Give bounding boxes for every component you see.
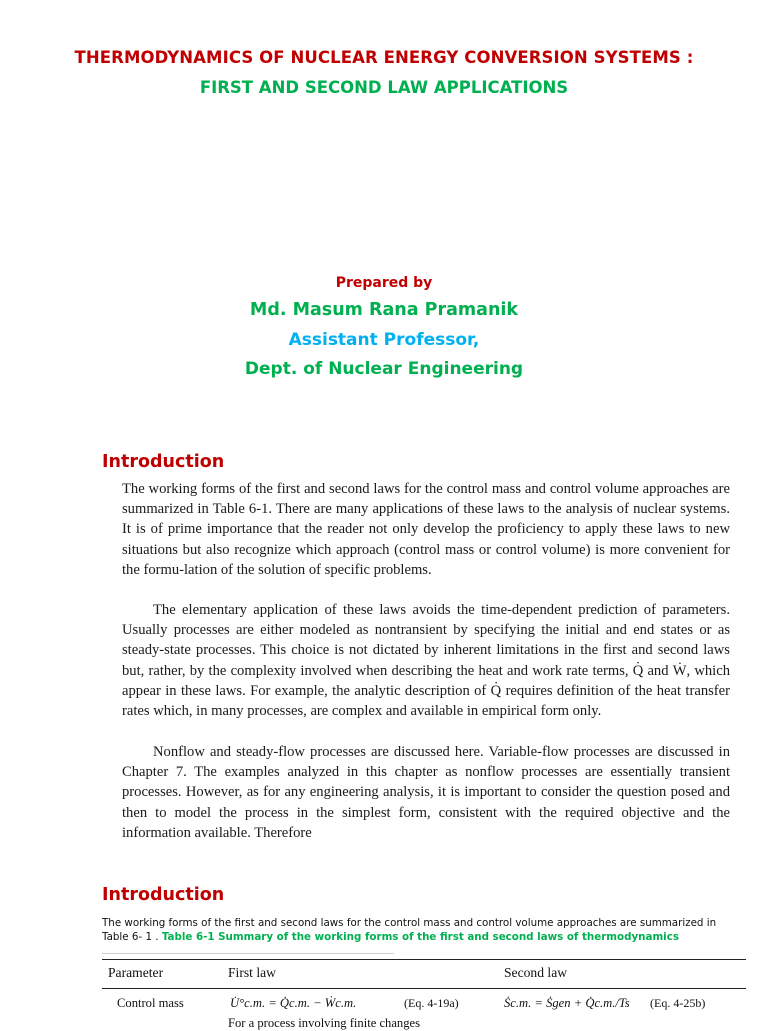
author-name: Md. Masum Rana Pramanik <box>249 300 519 320</box>
first-law-equation: U̇°c.m. = Q̇c.m. − Ẇc.m. <box>230 996 357 1010</box>
author-position: Assistant Professor, <box>288 330 480 350</box>
table-header-first-law: First law <box>228 965 276 980</box>
section-heading-introduction: Introduction <box>102 452 225 472</box>
paragraph-text: The working forms of the first and second laws for the control mass and control volume approaches are summarized in Table 6-1. There are many applications of these laws to the analysis of nuclear systems. It is of prime importance that the reader not only develop the proficiency to apply these laws to new situations but also recognize which approach (control mass or control volume) is more convenient for the formu-lation of the solution of specific problems. <box>122 481 730 578</box>
paragraph-text: The elementary application of these laws avoids the time-dependent prediction of parameters. Usually processes are either modeled as nontransient by specifying the initial and end states or as steady-state processes. This choice is not dictated by inherent limitations in the first and second laws but, rather, by the complexity involved when describing the heat and work rate terms, Q̇ and Ẇ, which appear in these laws. For example, the analytic description of Q̇ requires definition of the heat transfer rates which, in many processes, are complex and available in empirical form only. <box>122 602 730 720</box>
table-header-parameter: Parameter <box>108 965 164 980</box>
second-law-equation-ref: (Eq. 4-25b) <box>650 996 706 1010</box>
first-law-equation-ref: (Eq. 4-19a) <box>404 996 459 1010</box>
title-line-2: FIRST AND SECOND LAW APPLICATIONS <box>199 78 569 97</box>
prepared-by-label: Prepared by <box>335 275 433 291</box>
caption-divider <box>102 953 394 954</box>
section-heading-introduction-2: Introduction <box>102 885 225 905</box>
intro-summary-text <box>102 916 732 944</box>
table-caption: Table 6-1 Summary of the working forms of the first and second laws of thermodynamics <box>161 931 679 943</box>
body-paragraph-3 <box>122 742 730 843</box>
table-row-label: Control mass <box>117 996 184 1010</box>
paragraph-text: Nonflow and steady-flow processes are discussed here. Variable-flow processes are discussed in Chapter 7. The examples analyzed in this chapter as nonflow processes are essentially transient processes. However, as for any engineering analysis, it is important to consider the question posed and then to model the process in the simplest form, consistent with the required objective and the information available. Therefore <box>122 744 730 841</box>
table-header-second-law: Second law <box>504 965 568 980</box>
second-law-equation: Ṡc.m. = Ṡgen + Q̇c.m./Ts <box>504 996 630 1010</box>
table-top-rule <box>102 959 746 960</box>
table-header-rule <box>102 988 746 989</box>
body-paragraph-1 <box>122 479 730 580</box>
author-department: Dept. of Nuclear Engineering <box>244 359 524 379</box>
body-paragraph-2 <box>122 600 730 721</box>
intro-text: The working forms of the first and second laws for the control mass and control volume approaches are summarized in Table 6- 1 . <box>102 917 717 943</box>
title-line-1: THERMODYNAMICS OF NUCLEAR ENERGY CONVERSION SYSTEMS : <box>74 48 694 67</box>
table-cutoff-text: For a process involving finite changes <box>228 1016 421 1030</box>
